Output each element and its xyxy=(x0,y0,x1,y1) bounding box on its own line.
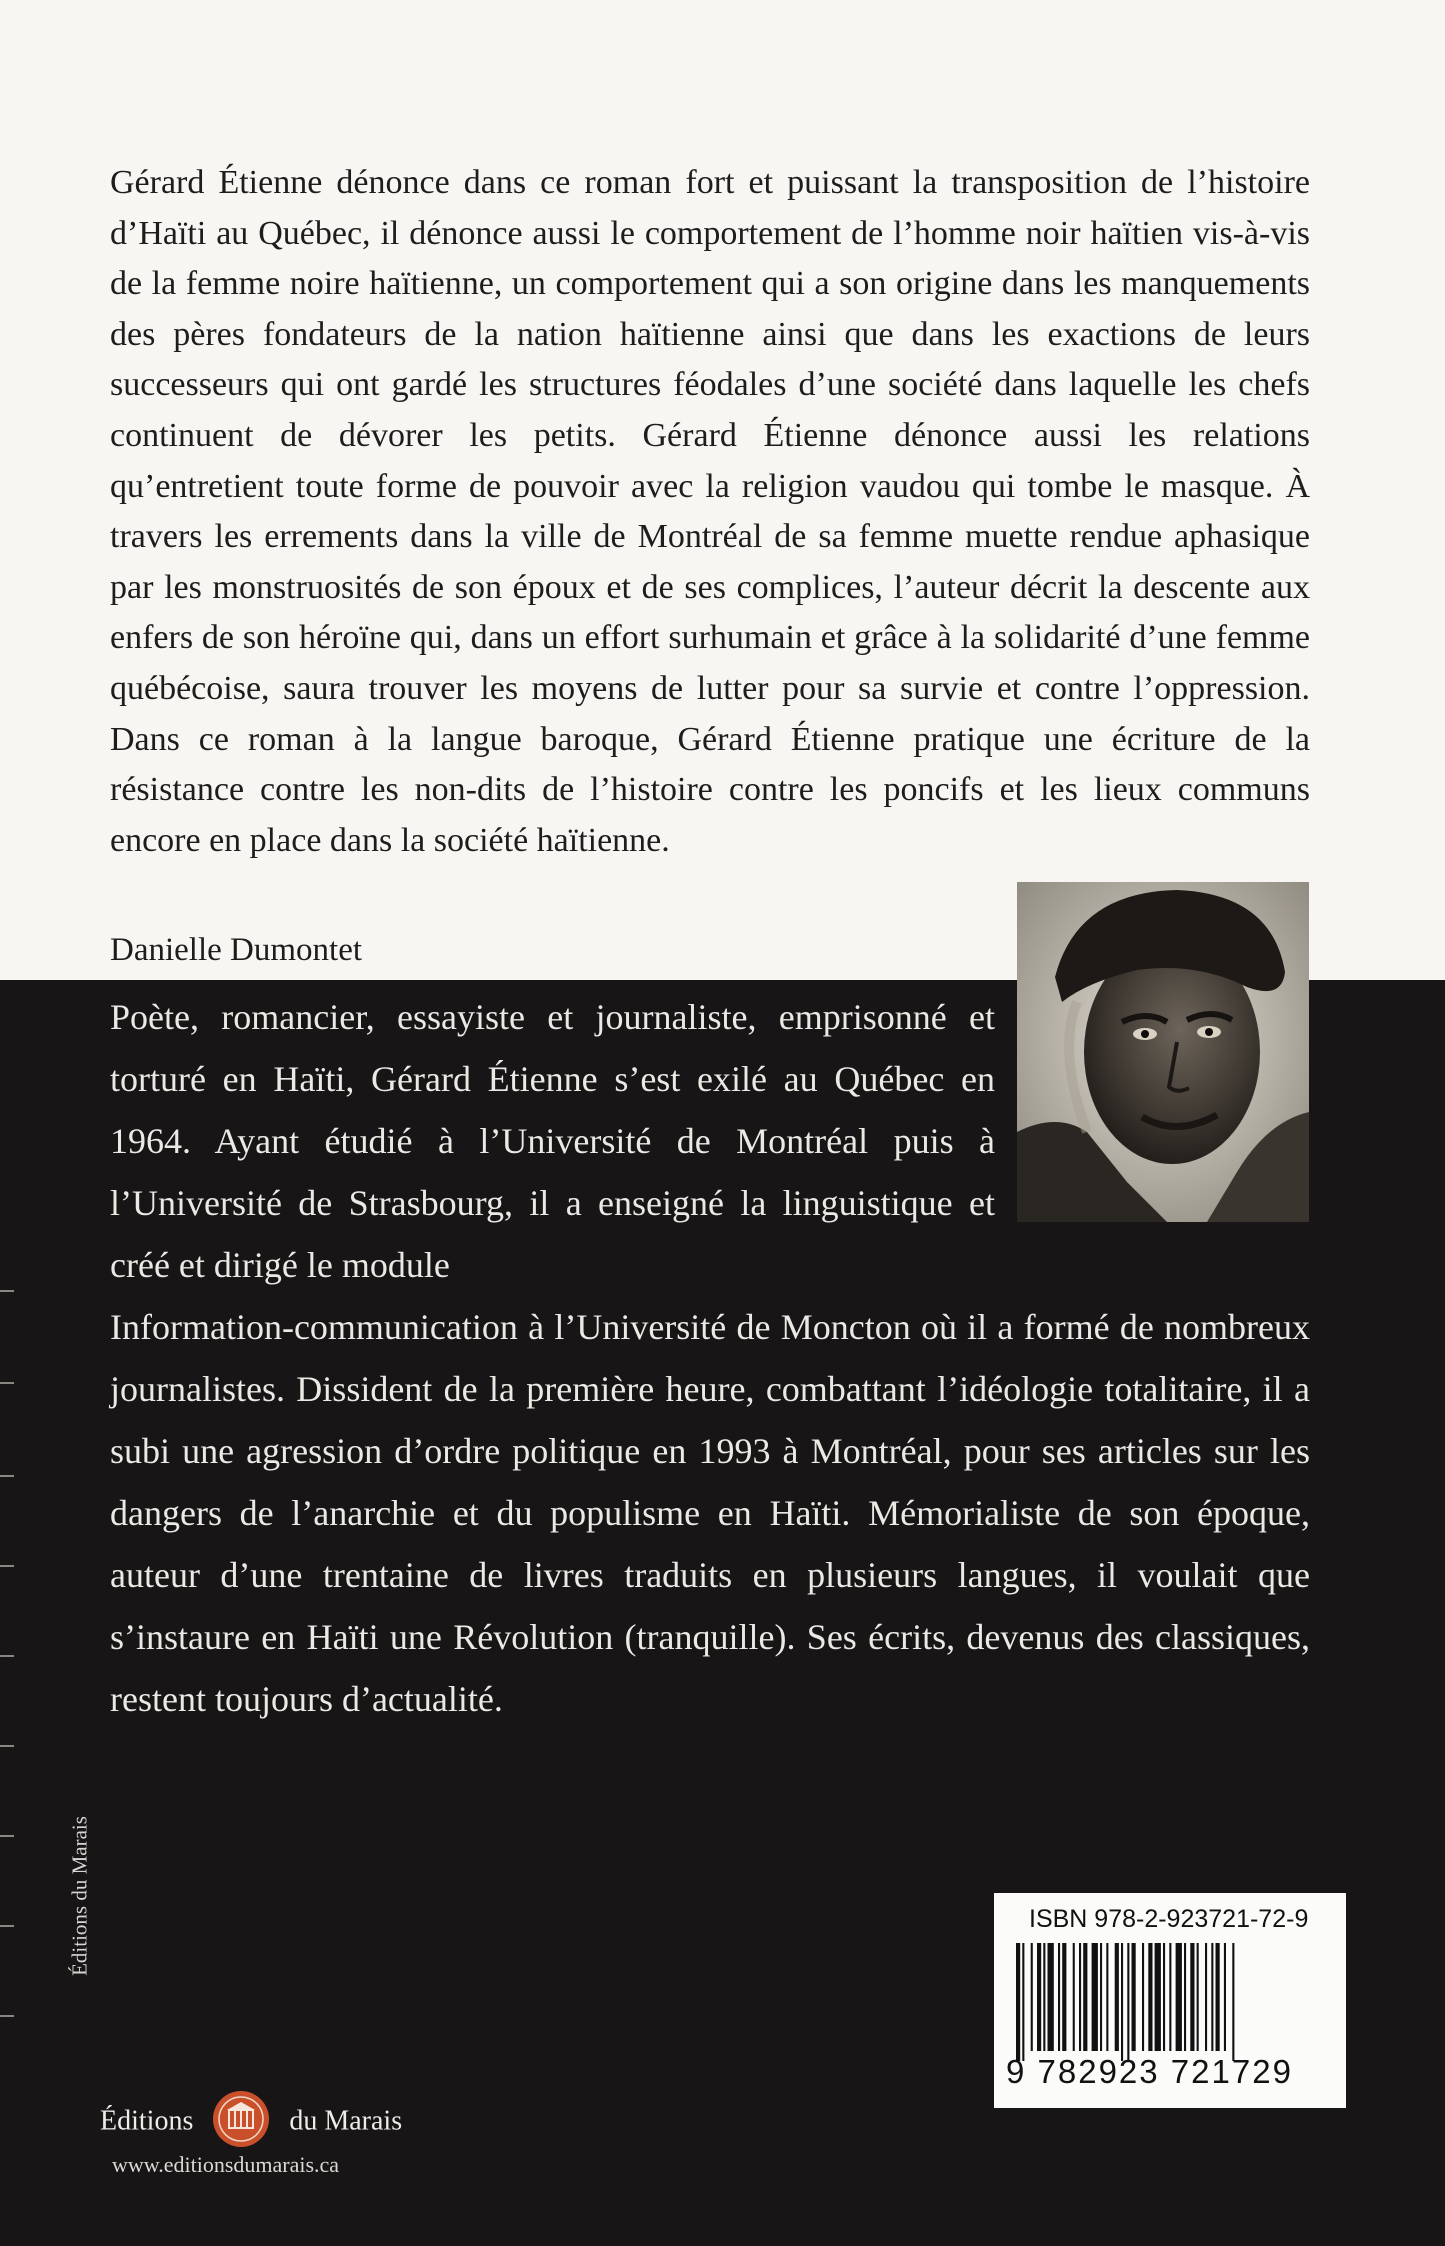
barcode-bar xyxy=(1224,1943,1226,2051)
synopsis-text: Gérard Étienne dénonce dans ce roman fort et puissant la transposition de l’histoire d’Haïti au Québec, il dénonce aussi le comportement de l’homme noir haïtien vis-à-vis de la femme noire haïtienne, un comportement qui a son origine dans les manquements des pères fondateurs de la nation haïtienne ainsi que dans les exactions de leurs successeurs qui ont gardé les structures féodales d’une société dans laquelle les chefs continuent de dévorer les petits. Gérard Étienne dénonce aussi les relations qu’entretient toute forme de pouvoir avec la religion vaudou qui tombe le masque. À travers les errements dans la ville de Montréal de sa femme muette rendue aphasique par les monstruosités de son époux et de ses complices, l’auteur décrit la descente aux enfers de son héroïne qui, dans un effort surhumain et grâce à la solidarité d’une femme québécoise, saura trouver les moyens de lutter pour sa survie et contre l’oppression. Dans ce roman à la langue baroque, Gérard Étienne pratique une écriture de la résistance contre les non-dits de l’histoire contre les poncifs et les lieux communs encore en place dans la société haïtienne. xyxy=(110,164,1310,859)
spine-tick xyxy=(0,1565,14,1567)
barcode-bar xyxy=(1163,1943,1165,2051)
barcode-bar xyxy=(1092,1943,1098,2051)
barcode-bar xyxy=(1083,1943,1087,2051)
barcode-bar xyxy=(1132,1943,1136,2051)
author-biography xyxy=(110,986,1310,1730)
spine-tick xyxy=(0,1835,14,1837)
synopsis-signature: Danielle Dumontet xyxy=(110,932,363,968)
bio-text-body: Information-communication à l’Université de Moncton où il a formé de nombreux journalistes. Dissident de la première heure, combattant l’idéologie totalitaire, il a subi une agression d’ordre politique en 1993 à Montréal, pour ses articles sur les dangers de l’anarchie et du populisme en Haïti. Mémorialiste de son époque, auteur d’une trentaine de livres traduits en plusieurs langues, il voulait que s’instaure en Haïti une Révolution (tranquille). Ses écrits, devenus des classiques, restent toujours d’actualité. xyxy=(110,1307,1310,1719)
barcode-bar xyxy=(1169,1943,1171,2051)
barcode-bar xyxy=(1176,1943,1182,2051)
barcode-bar xyxy=(1016,1943,1020,2061)
barcode-bar xyxy=(1197,1943,1199,2051)
spine-tick xyxy=(0,1655,14,1657)
publisher-logo-left: Éditions xyxy=(100,2105,194,2137)
barcode-bar xyxy=(1232,1943,1234,2061)
barcode-bar xyxy=(1127,1943,1129,2061)
barcode-bar xyxy=(1148,1943,1152,2051)
spine-tick xyxy=(0,2015,14,2017)
barcode-digits: 9 782923 721729 xyxy=(1006,2053,1293,2090)
bio-text-head: Poète, romancier, essayiste et journaliste, emprisonné et torturé en Haïti, Gérard Étienne s’est exilé au Québec en 1964. Ayant étudié à l’Université de Montréal puis à l’Université de Strasbourg, il a enseigné la linguistique et créé et dirigé le module xyxy=(110,997,995,1285)
barcode-bar xyxy=(1184,1943,1186,2051)
barcode-bar xyxy=(1079,1943,1081,2051)
barcode-bar xyxy=(1142,1943,1144,2051)
barcode-bar xyxy=(1031,1943,1033,2051)
barcode-bar xyxy=(1048,1943,1054,2051)
publisher-logo xyxy=(100,2098,402,2148)
barcode-bar xyxy=(1058,1943,1060,2051)
barcode-bar xyxy=(1106,1943,1108,2051)
barcode-bar xyxy=(1115,1943,1119,2051)
barcode-bar xyxy=(1043,1943,1045,2051)
spine-tick xyxy=(0,1290,14,1292)
publisher-website: www.editionsdumarais.ca xyxy=(112,2152,340,2177)
barcode-bar xyxy=(1062,1943,1066,2051)
spine-tick xyxy=(0,1382,14,1384)
barcode-bar xyxy=(1073,1943,1075,2051)
barcode-bar xyxy=(1205,1943,1207,2051)
publisher-logo-right: du Marais xyxy=(289,2105,403,2137)
barcode-bar xyxy=(1022,1943,1024,2061)
barcode-bar xyxy=(1216,1943,1220,2051)
barcode-bar xyxy=(1155,1943,1161,2051)
isbn-barcode-box xyxy=(994,1893,1346,2108)
spine-tick xyxy=(0,1925,14,1927)
barcode-bar xyxy=(1037,1943,1041,2051)
barcode-bar xyxy=(1211,1943,1213,2051)
spine-tick xyxy=(0,1475,14,1477)
barcode-bar xyxy=(1190,1943,1194,2051)
spine-publisher-text: Éditions du Marais xyxy=(67,1816,92,1976)
barcode-bar xyxy=(1121,1943,1123,2061)
barcode-bar xyxy=(1100,1943,1102,2051)
isbn-label: ISBN 978-2-923721-72-9 xyxy=(1029,1905,1309,1933)
publisher-seal-icon xyxy=(212,2090,270,2148)
spine-tick xyxy=(0,1745,14,1747)
